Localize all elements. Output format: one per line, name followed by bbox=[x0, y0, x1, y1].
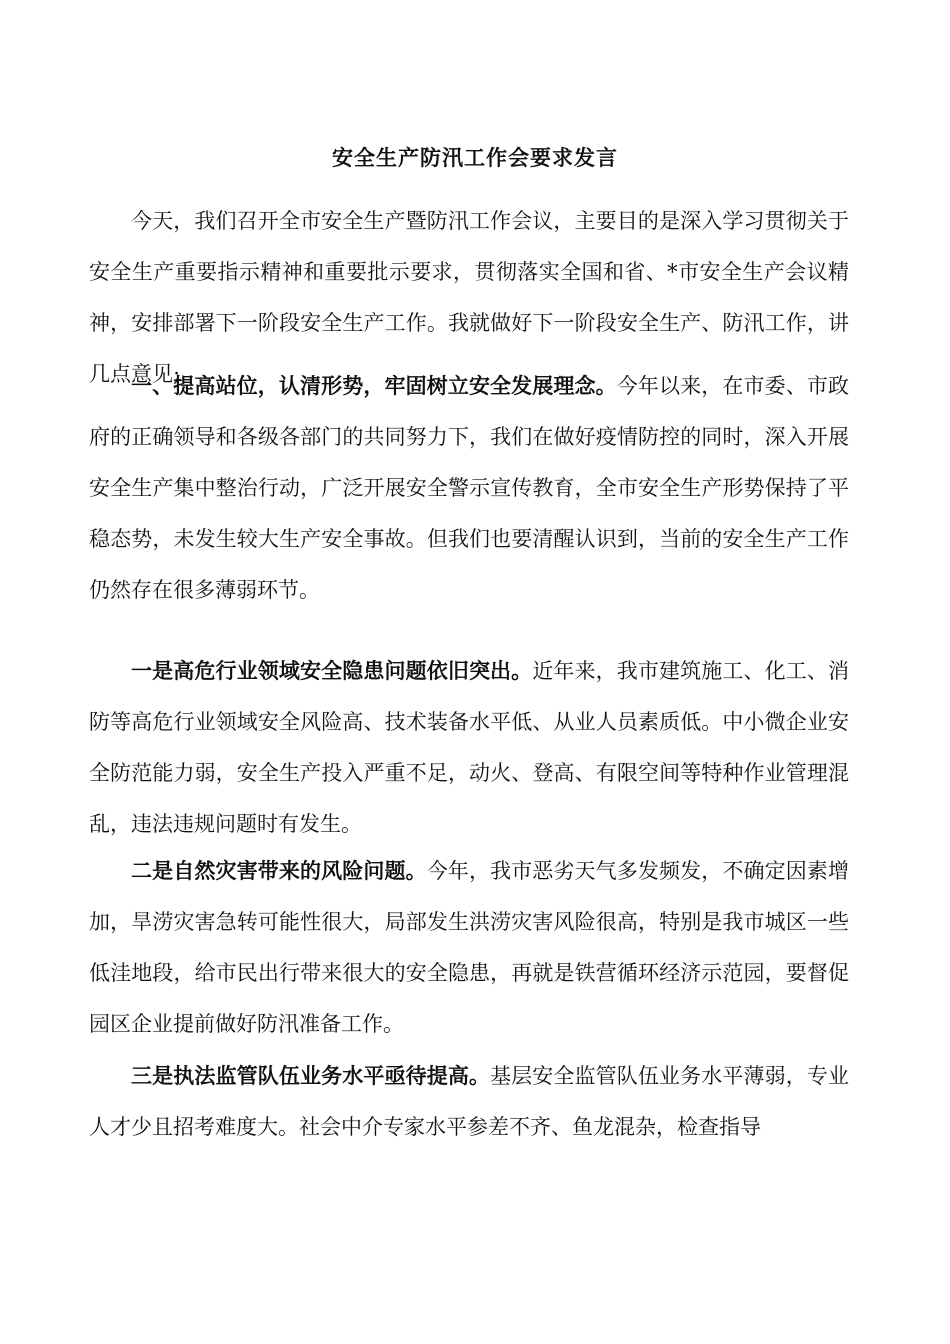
paragraph-lead: 三是执法监管队伍业务水平亟待提高。 bbox=[131, 1063, 491, 1088]
paragraph-text: 今天，我们召开全市安全生产暨防汛工作会议，主要目的是深入学习贯彻关于安全生产重要指示精神和重要批示要求，贯彻落实全国和省、*市安全生产会议精神，安排部署下一阶段安全生产工作。我就做好下一阶段安全生产、防汛工作，讲几点意见; bbox=[89, 209, 849, 386]
paragraph-point-three bbox=[89, 1050, 849, 1153]
paragraph-point-one bbox=[89, 645, 849, 850]
paragraph-point-two bbox=[89, 845, 849, 1050]
paragraph-lead: 一、提高站位，认清形势，牢固树立安全发展理念。 bbox=[131, 373, 617, 398]
paragraph-text: 今年，我市恶劣天气多发频发，不确定因素增加，旱涝灾害急转可能性很大，局部发生洪涝灾害风险很高，特别是我市城区一些低洼地段，给市民出行带来很大的安全隐患，再就是铁营循环经济示范园，要督促园区企业提前做好防汛准备工作。 bbox=[89, 859, 850, 1036]
paragraph-lead: 一是高危行业领域安全隐患问题依旧突出。 bbox=[131, 658, 533, 683]
paragraph-text: 近年来，我市建筑施工、化工、消防等高危行业领域安全风险高、技术装备水平低、从业人员素质低。中小微企业安全防范能力弱，安全生产投入严重不足，动火、登高、有限空间等特种作业管理混乱，违法违规问题时有发生。 bbox=[89, 659, 850, 836]
paragraph-text: 基层安全监管队伍业务水平薄弱，专业人才少且招考难度大。社会中介专家水平参差不齐、鱼龙混杂，检查指导 bbox=[89, 1064, 850, 1139]
paragraph-lead: 二是自然灾害带来的风险问题。 bbox=[131, 858, 427, 883]
paragraph-section-one bbox=[89, 360, 849, 616]
paragraph-text: 今年以来，在市委、市政府的正确领导和各级各部门的共同努力下，我们在做好疫情防控的同时，深入开展安全生产集中整治行动，广泛开展安全警示宣传教育，全市安全生产形势保持了平稳态势，未发生较大生产安全事故。但我们也要清醒认识到，当前的安全生产工作仍然存在很多薄弱环节。 bbox=[89, 374, 850, 602]
document-title: 安全生产防汛工作会要求发言 bbox=[332, 145, 618, 170]
